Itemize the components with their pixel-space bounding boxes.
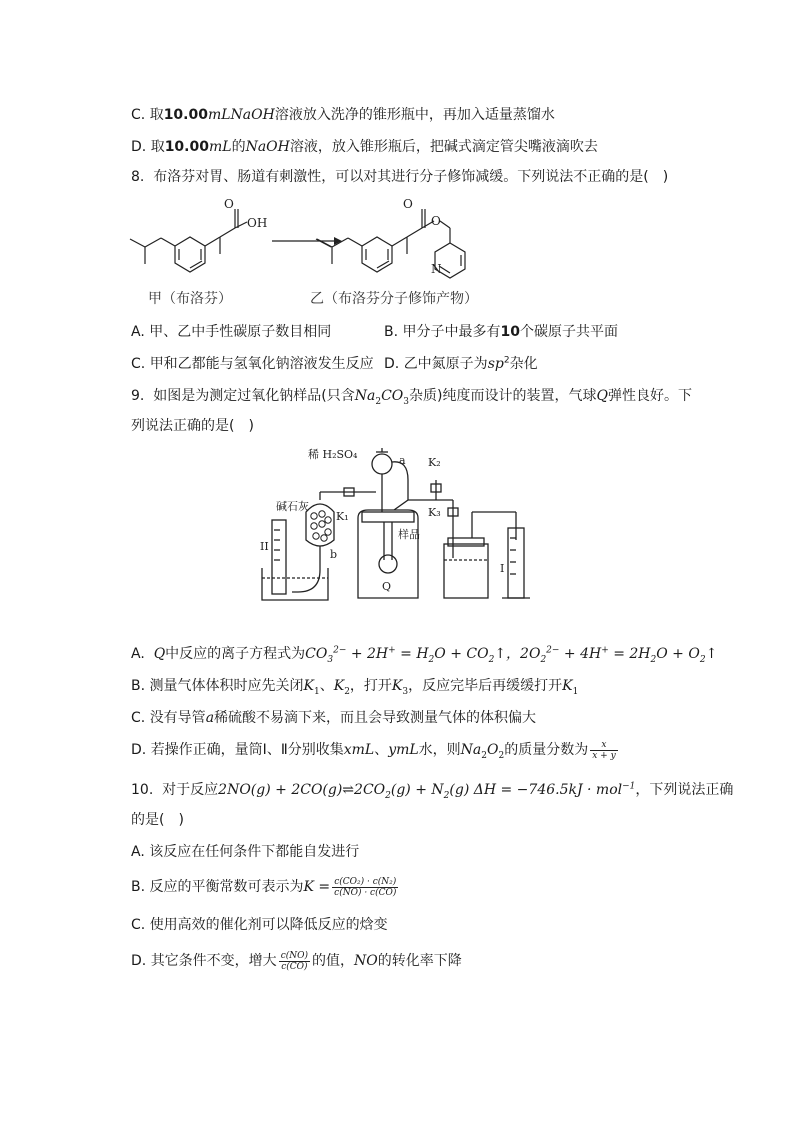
q8-option-c: C. 甲和乙都能与氢氧化钠溶液发生反应 — [131, 356, 374, 372]
label-cylinder-i: I — [500, 562, 505, 575]
q9-option-c: C. 没有导管a稀硫酸不易滴下来，而且会导致测量气体的体积偏大 — [131, 710, 537, 726]
q9-d-fraction: $\frac{x}{x + y}$ — [592, 739, 616, 761]
q8-option-b: B. 甲分子中最多有10个碳原子共平面 — [384, 324, 618, 340]
q10-d-fraction: $\frac{c(NO)}{c(CO)}$ — [280, 950, 309, 972]
label-k1: K₁ — [336, 510, 349, 523]
q7-option-d: D. 取10.00mL的NaOH溶液，放入锥形瓶后，把碱式滴定管尖嘴液滴吹去 — [131, 139, 598, 155]
q10-stem-line2: 的是( ) — [131, 812, 184, 828]
q8-caption-left: 甲（布洛芬） — [148, 291, 232, 307]
q10-option-d: D. 其它条件不变，增大 $\frac{c(NO)}{c(CO)}$ 的值，NO的转化率下降 — [131, 950, 462, 972]
n-label: N — [431, 262, 442, 276]
q7-option-c: C. 取10.00mLNaOH溶液放入洗净的锥形瓶中，再加入适量蒸馏水 — [131, 107, 555, 123]
label-balloon-q: Q — [382, 580, 392, 593]
q8-option-a: A. 甲、乙中手性碳原子数目相同 — [131, 324, 332, 340]
q8-option-d: D. 乙中氮原子为$sp^2$杂化 — [384, 355, 538, 372]
q9-option-b: B. 测量气体体积时应先关闭$K_1$、$K_2$，打开$K_3$，反应完毕后再缓缓打开$K_1$ — [131, 678, 579, 697]
q10-option-c: C. 使用高效的催化剂可以降低反应的焓变 — [131, 917, 388, 933]
label-cylinder-ii: II — [260, 540, 269, 553]
q10-option-b: B. 反应的平衡常数可表示为K = $\frac{\text{c(CO₂) · c(N₂)}}{c(NO) \cdot c(CO)}$ — [131, 876, 397, 898]
o-label-left: O — [224, 197, 234, 211]
q8-caption-right: 乙（布洛芬分子修饰产物） — [310, 291, 478, 307]
q9-stem-line1: 9. 如图是为测定过氧化钠样品(只含$Na_2CO_3$杂质)纯度而设计的装置，气球Q弹性良好。下 — [131, 388, 692, 407]
q10-stem-line1: 10. 对于反应$2NO(g) + 2CO(g)\rightleftharpoons 2CO_2(g) + N_2(g) \Delta H = -746.5kJ \cdot mol^{-1}$，下列说法正确 — [131, 781, 734, 801]
label-soda-lime: 碱石灰 — [276, 500, 309, 513]
o-label-right-carbonyl: O — [403, 197, 413, 211]
label-dilute-acid: 稀 H₂SO₄ — [308, 448, 358, 461]
label-k2: K₂ — [428, 456, 441, 469]
q10-option-a: A. 该反应在任何条件下都能自发进行 — [131, 844, 360, 860]
o-label-right-ester: O — [431, 214, 441, 228]
label-sample: 样品 — [398, 528, 420, 541]
q9-option-d: D. 若操作正确，量筒Ⅰ、Ⅱ分别收集xmL、ymL水，则$Na_2O_2$的质量分数为 $\frac{x}{x + y}$ — [131, 739, 616, 761]
oh-label: OH — [247, 216, 268, 230]
q9-stem-line2: 列说法正确的是( ) — [131, 418, 254, 434]
q9-apparatus-figure — [258, 440, 538, 606]
label-b: b — [330, 548, 338, 561]
label-a: a — [399, 454, 406, 467]
q9-option-a: A. Q中反应的离子方程式为$CO_3^{2-} + 2H^+ = H_2O$ + $CO_2↑$，$2O_2^{2-} + 4H^+ = 2H_2O$ + $O_2↑$ — [131, 645, 718, 665]
q10-b-fraction: $\frac{\text{c(CO₂) · c(N₂)}}{c(NO) \cdot c(CO)}$ — [334, 876, 397, 898]
label-k3: K₃ — [428, 506, 441, 519]
q8-stem: 8. 布洛芬对胃、肠道有刺激性，可以对其进行分子修饰减缓。下列说法不正确的是( ) — [131, 169, 669, 185]
